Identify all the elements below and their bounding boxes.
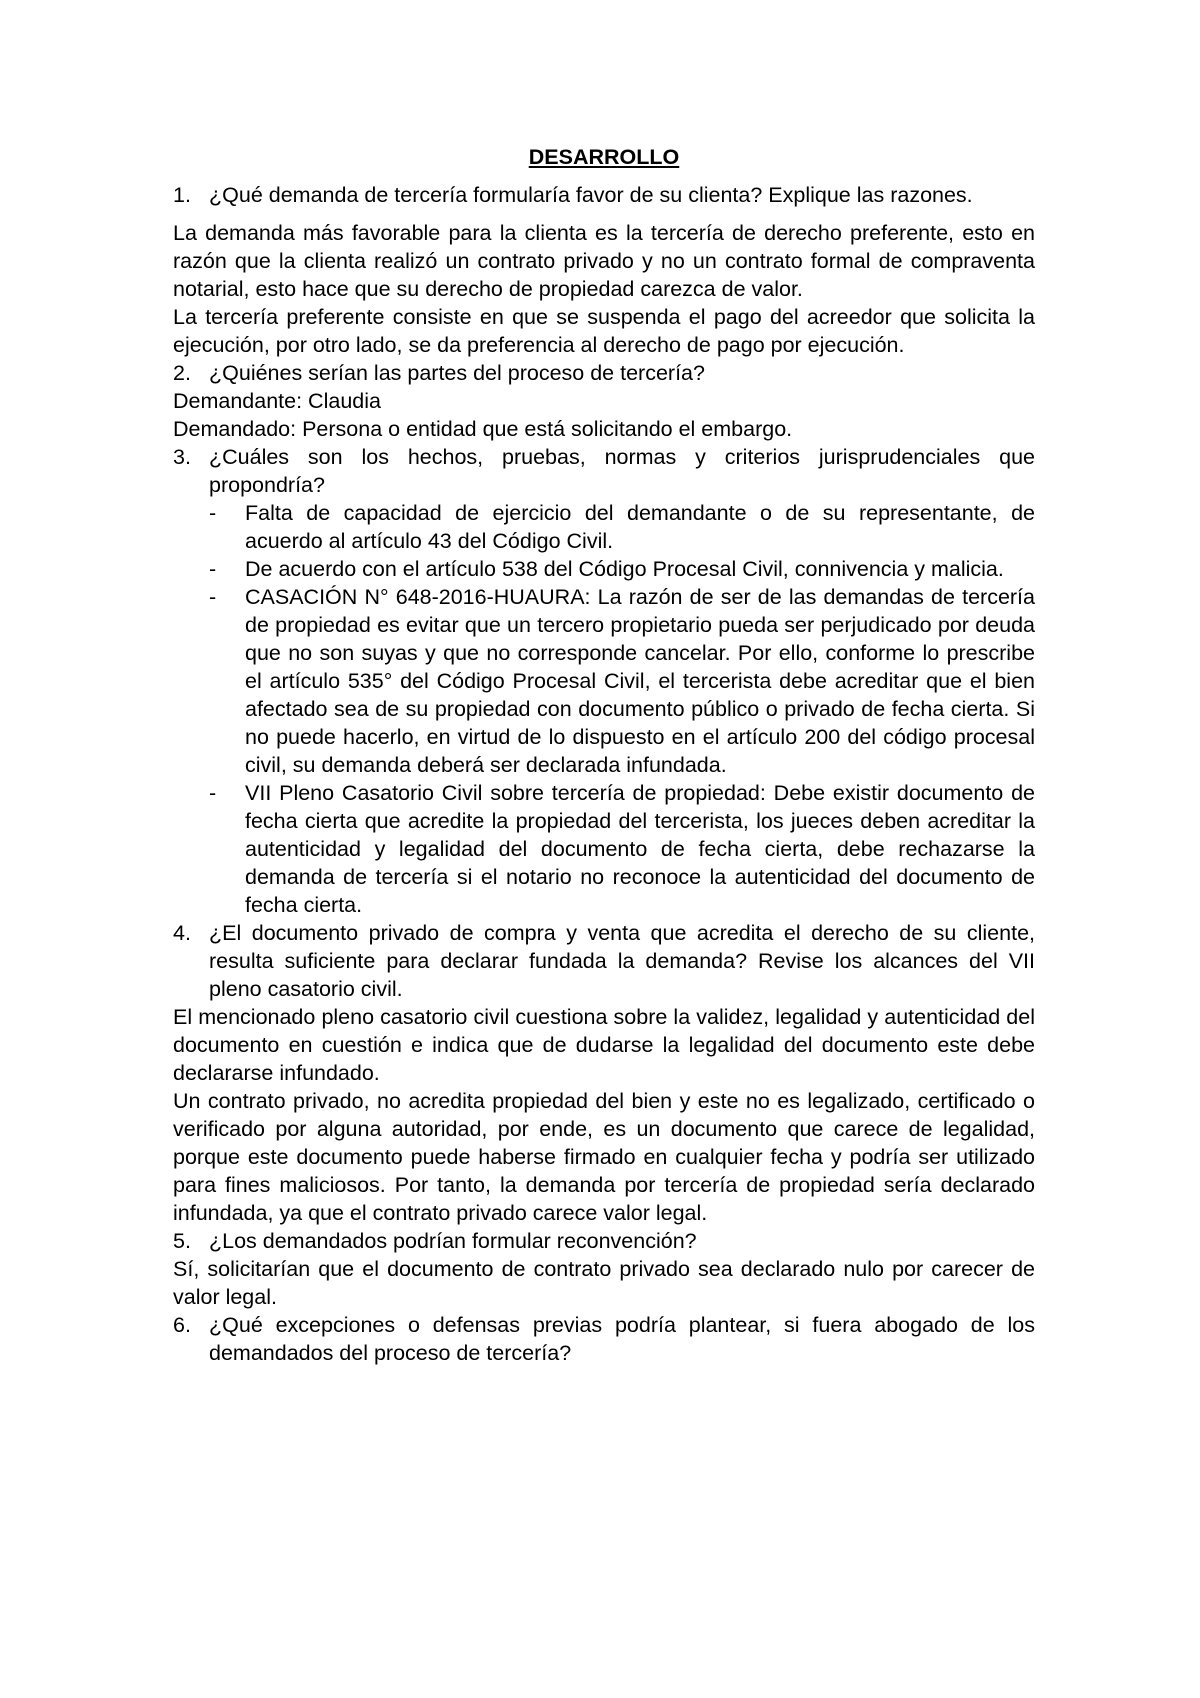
bullet-text: CASACIÓN N° 648-2016-HUAURA: La razón de ser de las demandas de tercería de propiedad es evitar que un tercero propietario pueda ser perjudicado por deuda que no son suyas y que no corresponde cancelar. Por ello, conforme lo prescribe el artículo 535° del Código Procesal Civil, el tercerista debe acreditar que el bien afectado sea de su propiedad con documento público o privado de fecha cierta. Si no puede hacerlo, en virtud de lo dispuesto en el artículo 200 del código procesal civil, su demanda deberá ser declarada infundada. [245, 585, 1035, 777]
answer-paragraph: La demanda más favorable para la clienta es la tercería de derecho preferente, esto en razón que la clienta realizó un contrato privado y no un contrato formal de compraventa notarial, esto hace que su derecho de propiedad carezca de valor. [173, 221, 1035, 301]
question-text: ¿Los demandados podrían formular reconvención? [209, 1229, 697, 1253]
question-4 [173, 919, 1035, 1003]
question-number: 2. [173, 361, 191, 385]
question-text: ¿Qué demanda de tercería formularía favor de su clienta? Explique las razones. [209, 183, 973, 207]
answer-paragraph: Demandado: Persona o entidad que está solicitando el embargo. [173, 417, 793, 441]
question-text: ¿Cuáles son los hechos, pruebas, normas y criterios jurisprudenciales que propondría? [209, 445, 1035, 497]
bullet-item [173, 583, 1035, 779]
bullet-item [173, 499, 1035, 555]
page-title: DESARROLLO [528, 145, 680, 169]
question-number: 6. [173, 1313, 191, 1337]
bullet-item [173, 779, 1035, 919]
question-text: ¿El documento privado de compra y venta que acredita el derecho de su cliente, resulta suficiente para declarar fundada la demanda? Revise los alcances del VII pleno casatorio civil. [209, 921, 1035, 1001]
bullet-dash: - [209, 781, 217, 805]
question-1 [173, 181, 1035, 209]
bullet-dash: - [209, 585, 217, 609]
bullet-text: Falta de capacidad de ejercicio del demandante o de su representante, de acuerdo al artículo 43 del Código Civil. [245, 501, 1035, 553]
question-number: 1. [173, 183, 191, 207]
answer-paragraph: La tercería preferente consiste en que se suspenda el pago del acreedor que solicita la ejecución, por otro lado, se da preferencia al derecho de pago por ejecución. [173, 305, 1035, 357]
answer-paragraph: El mencionado pleno casatorio civil cuestiona sobre la validez, legalidad y autenticidad del documento en cuestión e indica que de dudarse la legalidad del documento este debe declararse infundado. [173, 1005, 1035, 1085]
bullet-dash: - [209, 501, 217, 525]
document-body [173, 143, 1035, 1367]
bullet-text: VII Pleno Casatorio Civil sobre tercería de propiedad: Debe existir documento de fecha cierta que acredite la propiedad del tercerista, los jueces deben acreditar la autenticidad y legalidad del documento de fecha cierta, debe rechazarse la demanda de tercería si el notario no reconoce la autenticidad del documento de fecha cierta. [245, 781, 1035, 917]
question-6 [173, 1311, 1035, 1367]
bullet-dash: - [209, 557, 217, 581]
question-2 [173, 359, 1035, 387]
answer-paragraph: Demandante: Claudia [173, 389, 381, 413]
question-5 [173, 1227, 1035, 1255]
bullet-item [173, 555, 1035, 583]
question-3 [173, 443, 1035, 499]
question-text: ¿Quiénes serían las partes del proceso de tercería? [209, 361, 705, 385]
answer-paragraph: Un contrato privado, no acredita propiedad del bien y este no es legalizado, certificado o verificado por alguna autoridad, por ende, es un documento que carece de legalidad, porque este documento puede haberse firmado en cualquier fecha y podría ser utilizado para fines maliciosos. Por tanto, la demanda por tercería de propiedad sería declarado infundada, ya que el contrato privado carece valor legal. [173, 1089, 1035, 1225]
answer-paragraph: Sí, solicitarían que el documento de contrato privado sea declarado nulo por carecer de valor legal. [173, 1257, 1035, 1309]
question-number: 3. [173, 445, 191, 469]
bullet-text: De acuerdo con el artículo 538 del Código Procesal Civil, connivencia y malicia. [245, 557, 1004, 581]
question-number: 5. [173, 1229, 191, 1253]
question-text: ¿Qué excepciones o defensas previas podría plantear, si fuera abogado de los demandados del proceso de tercería? [209, 1313, 1035, 1365]
question-number: 4. [173, 921, 191, 945]
